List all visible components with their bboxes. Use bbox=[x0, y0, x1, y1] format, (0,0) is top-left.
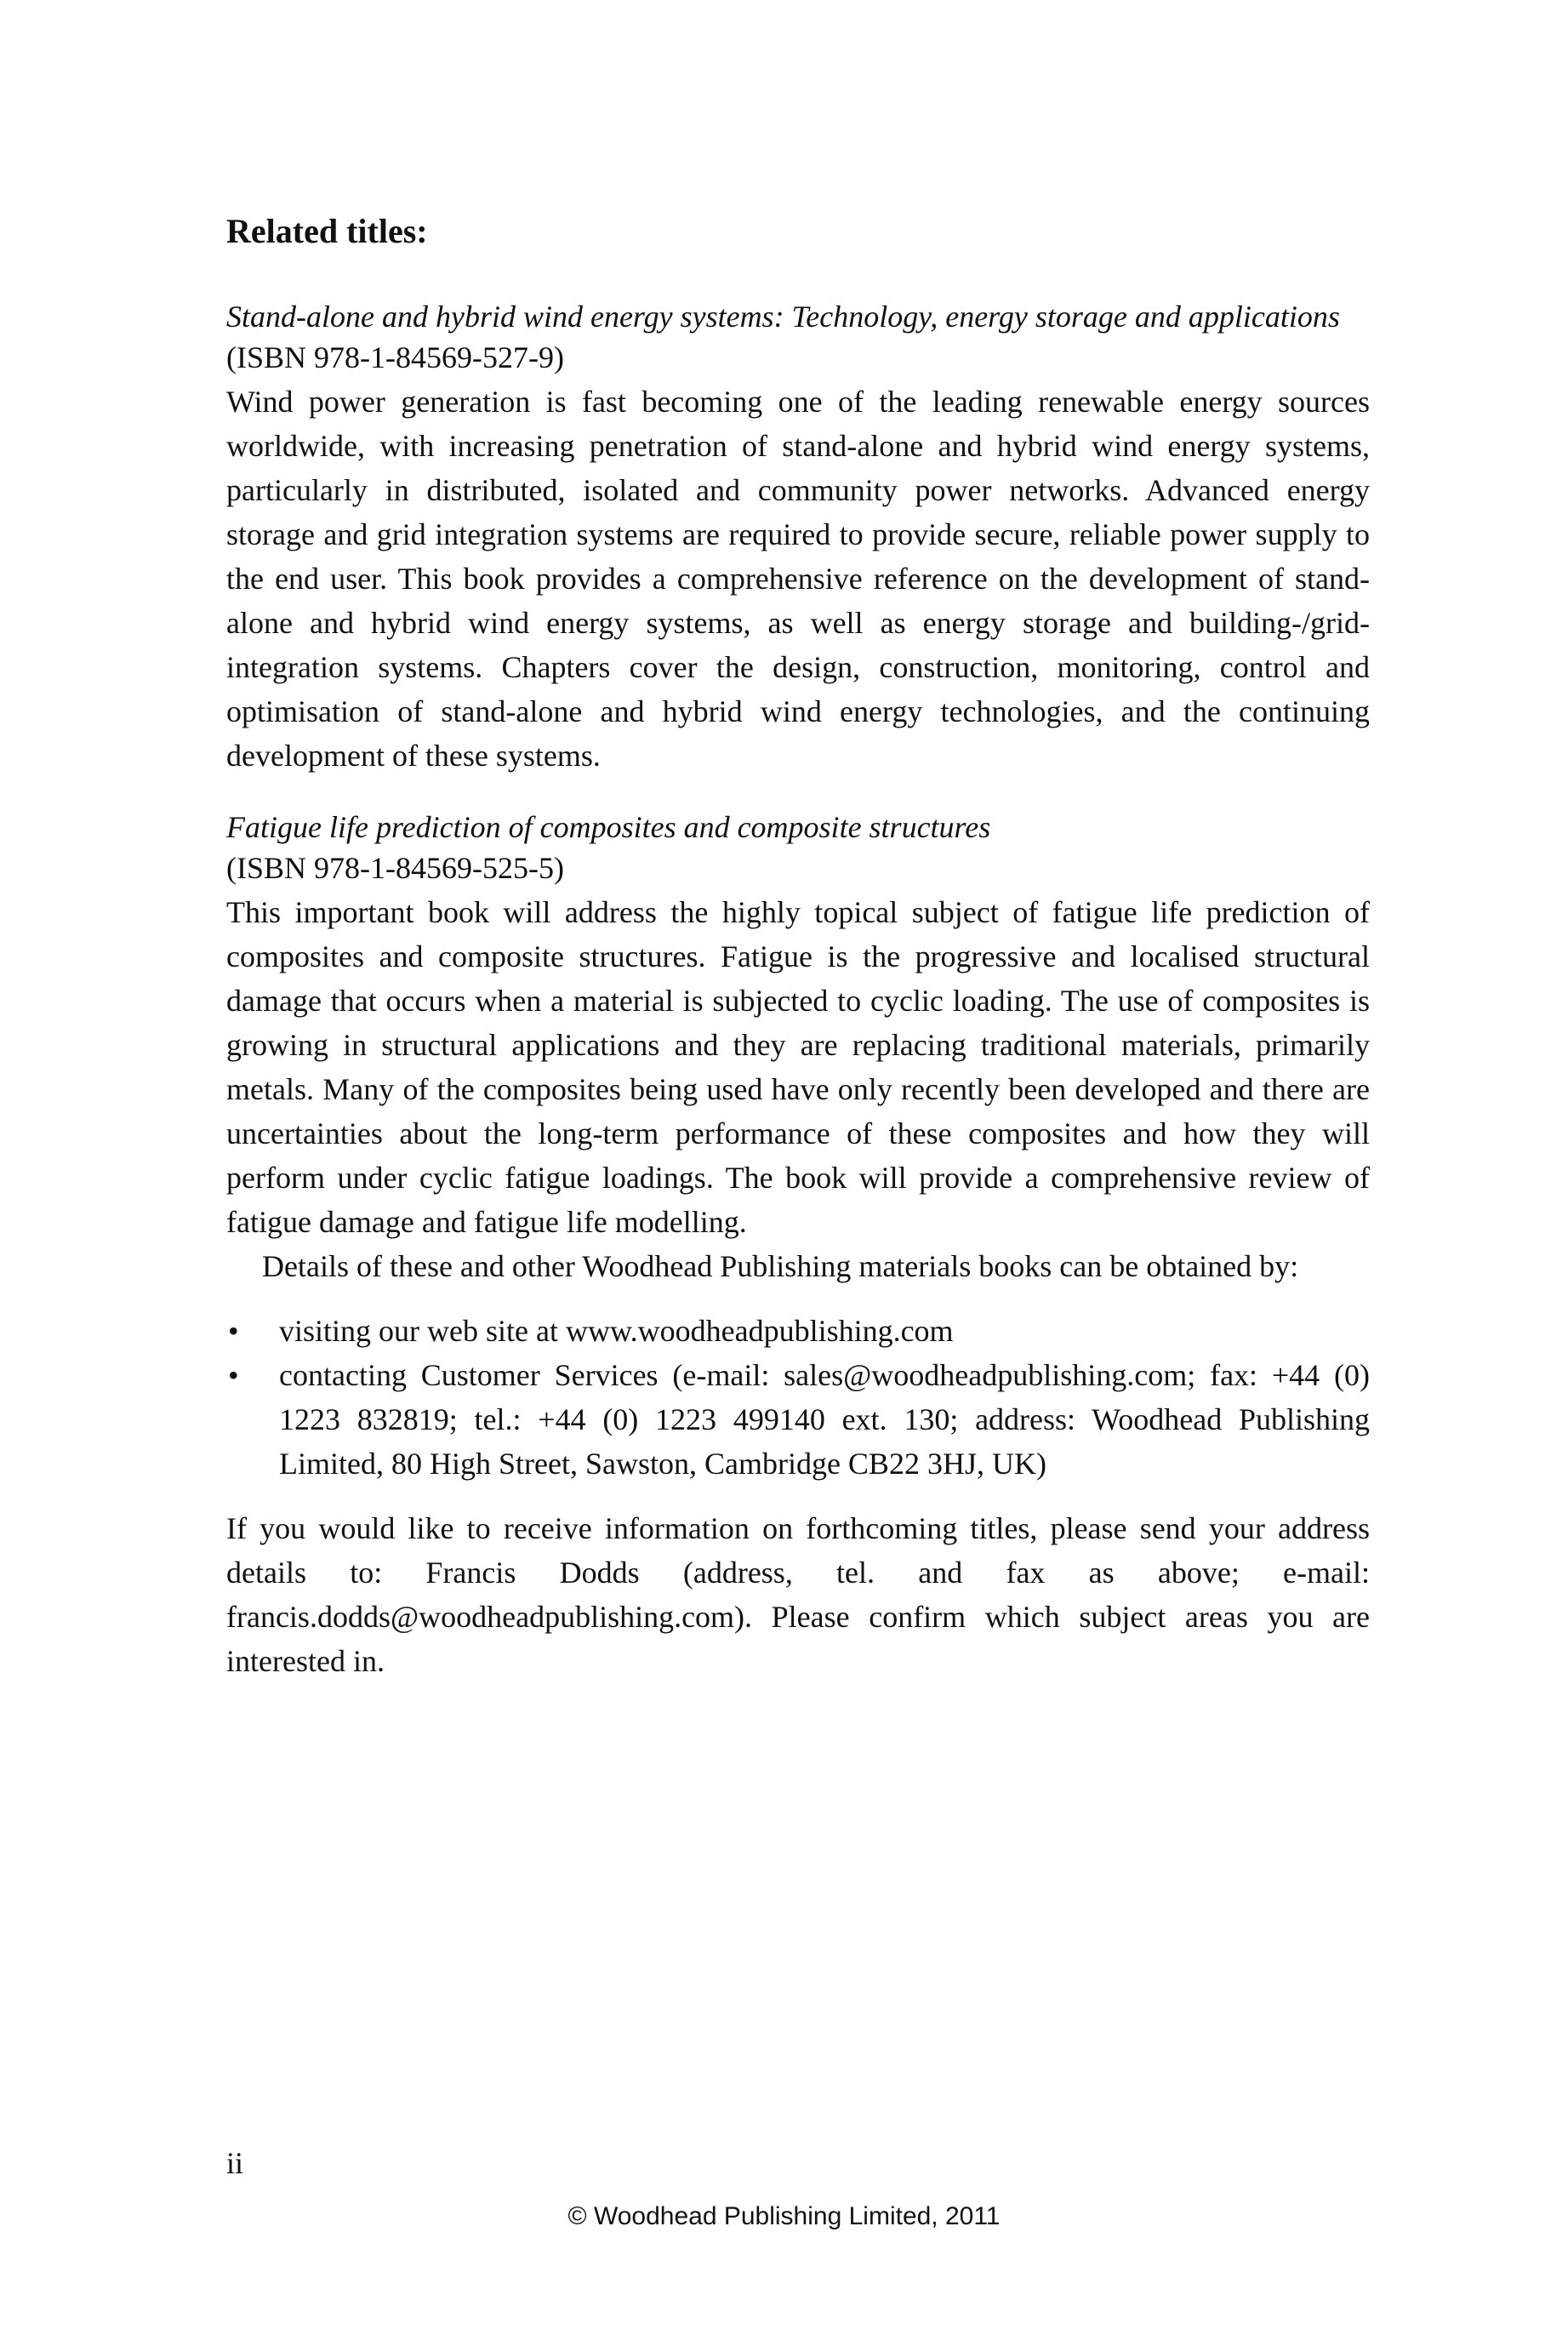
copyright-footer: © Woodhead Publishing Limited, 2011 bbox=[567, 2202, 1001, 2230]
bullet-icon: • bbox=[228, 1314, 239, 1348]
book-isbn: (ISBN 978-1-84569-527-9) bbox=[226, 340, 564, 374]
details-intro: Details of these and other Woodhead Publishing materials books can be obtained by: bbox=[262, 1249, 1299, 1283]
book-entry-fatigue bbox=[226, 808, 1370, 1244]
contact-item-website: visiting our web site at www.woodheadpublishing.com bbox=[279, 1314, 954, 1348]
section-heading: Related titles: bbox=[226, 212, 428, 250]
book-title: Fatigue life prediction of composites and composite structures bbox=[226, 810, 991, 844]
book-description: Wind power generation is fast becoming one of the leading renewable energy sources worldwide, with increasing penetration of stand-alone and hybrid wind energy systems, particularly in distributed, isolated and community power networks. Advanced energy storage and grid integration systems are required to provide secure, reliable power supply to the end user. This book provides a comprehensive reference on the development of stand-alone and hybrid wind energy systems, as well as energy storage and building-/grid-integration systems. Chapters cover the design, construction, monitoring, control and optimisation of stand-alone and hybrid wind energy technologies, and the continuing development of these systems. bbox=[226, 385, 1370, 773]
list-item bbox=[226, 1353, 1370, 1486]
list-item bbox=[226, 1309, 1370, 1353]
page-content bbox=[226, 211, 1370, 1683]
contact-item-customer-services: contacting Customer Services (e-mail: sales@woodheadpublishing.com; fax: +44 (0) 1223 832819; tel.: +44 (0) 1223 499140 ext. 130; address: Woodhead Publishing Limited, 80 High Street, Sawston, Cambridge CB22 3HJ, UK) bbox=[279, 1358, 1370, 1481]
page-number: ii bbox=[226, 2146, 244, 2180]
bullet-icon: • bbox=[228, 1358, 239, 1392]
book-isbn: (ISBN 978-1-84569-525-5) bbox=[226, 851, 564, 885]
contact-list bbox=[226, 1309, 1370, 1486]
forthcoming-titles-paragraph: If you would like to receive information on forthcoming titles, please send your address details to: Francis Dodds (address, tel. and fax as above; e-mail: francis.dodds@woodheadpublishing.com). Please confirm which subject areas you are interested in. bbox=[226, 1511, 1370, 1678]
book-description: This important book will address the highly topical subject of fatigue life prediction of composites and composite structures. Fatigue is the progressive and localised structural damage that occurs when a material is subjected to cyclic loading. The use of composites is growing in structural applications and they are replacing traditional materials, primarily metals. Many of the composites being used have only recently been developed and there are uncertainties about the long-term performance of these composites and how they will perform under cyclic fatigue loadings. The book will provide a comprehensive review of fatigue damage and fatigue life modelling. bbox=[226, 895, 1370, 1239]
book-title: Stand-alone and hybrid wind energy systems: Technology, energy storage and applications bbox=[226, 300, 1340, 334]
book-entry-wind-energy bbox=[226, 298, 1370, 778]
